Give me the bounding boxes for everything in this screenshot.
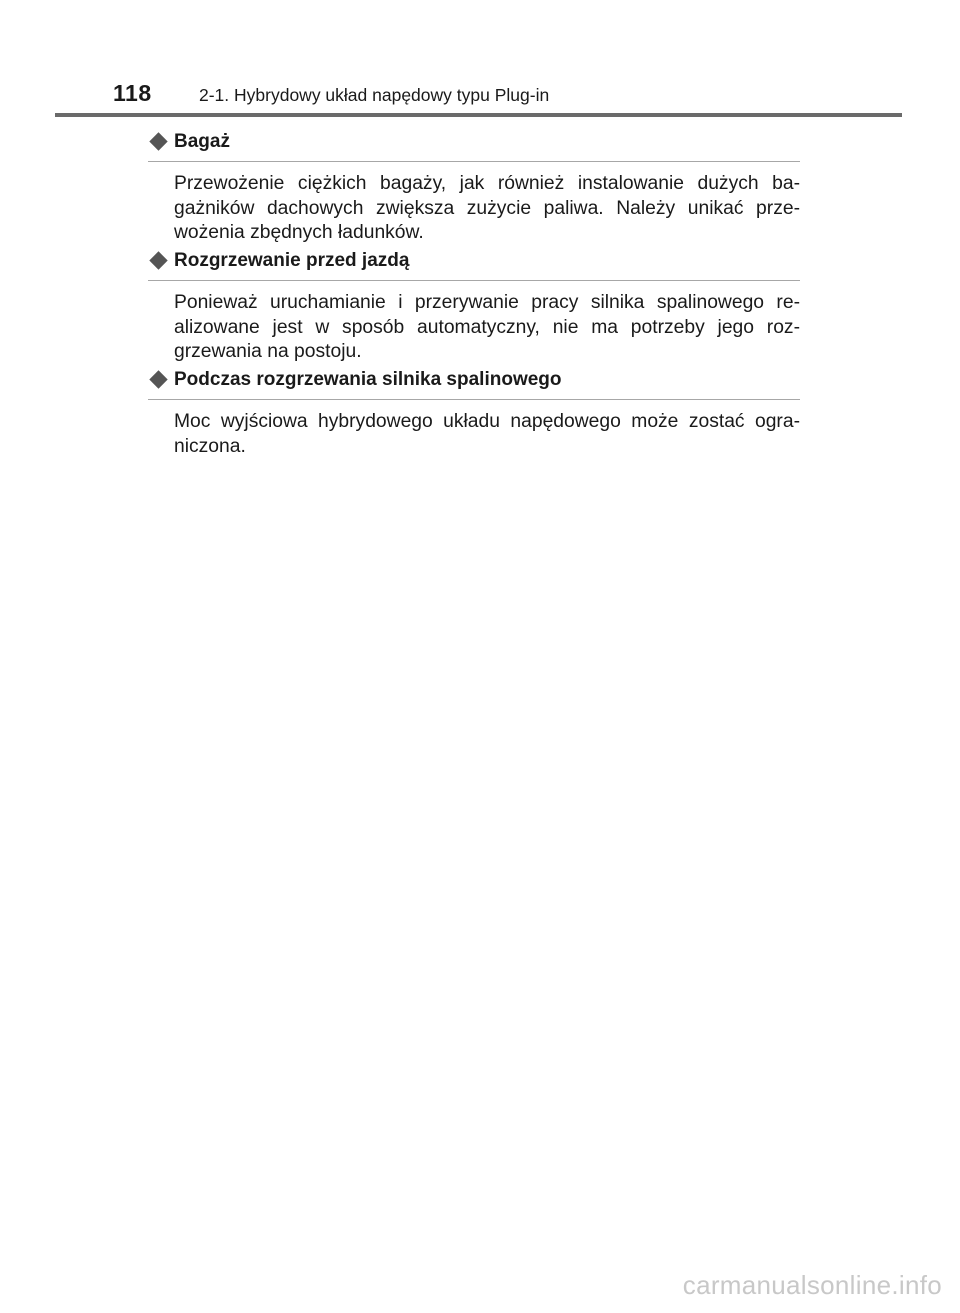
section-bagaz — [148, 131, 800, 246]
page-header — [0, 0, 960, 118]
section-title: Bagaż — [174, 131, 230, 152]
section-heading — [148, 250, 800, 281]
body-line: wożenia zbędnych ładunków. — [174, 222, 424, 243]
watermark: carmanualsonline.info — [682, 1270, 942, 1300]
section-body — [174, 410, 800, 459]
section-heading — [148, 369, 800, 400]
body-line: niczona. — [174, 435, 246, 457]
diamond-icon — [149, 370, 167, 388]
body-line: Przewożenie ciężkich bagaży, jak również instalowanie dużych ba- — [174, 173, 800, 194]
page-number: 118 — [113, 80, 152, 106]
diamond-icon — [149, 132, 167, 150]
section-heading — [148, 131, 800, 162]
section-title: Podczas rozgrzewania silnika spalinowego — [174, 369, 562, 390]
section-body — [174, 172, 800, 246]
section-podczas-rozgrzewania — [148, 369, 800, 459]
body-line: Moc wyjściowa hybrydowego układu napędowego może zostać ogra- — [174, 411, 800, 432]
section-title: Rozgrzewanie przed jazdą — [174, 250, 410, 271]
header-rule — [55, 113, 902, 117]
body-line: gażników dachowych zwiększa zużycie paliwa. Należy unikać prze- — [174, 197, 800, 219]
body-line: alizowane jest w sposób automatyczny, nie ma potrzeby jego roz- — [174, 316, 800, 338]
diamond-icon — [149, 251, 167, 269]
body-line: Ponieważ uruchamianie i przerywanie pracy silnika spalinowego re- — [174, 292, 800, 313]
section-rozgrzewanie — [148, 250, 800, 365]
section-body — [174, 291, 800, 365]
body-line: grzewania na postoju. — [174, 341, 362, 362]
chapter-title: 2-1. Hybrydowy układ napędowy typu Plug-in — [199, 85, 550, 105]
